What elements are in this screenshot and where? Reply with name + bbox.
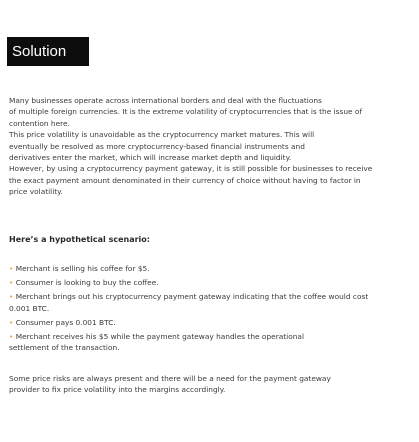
intro-line: of multiple foreign currencies. It is the extreme volatility of cryptocurrencies that is the issue of (9, 107, 363, 117)
closing-line: provider to fix price volatility into the margins accordingly. (9, 385, 226, 395)
intro-paragraph (9, 95, 413, 198)
intro-line: contention here. (9, 118, 70, 128)
list-item-text: Merchant receives his $5 while the payment gateway handles the operational (15, 331, 304, 341)
closing-paragraph (9, 373, 413, 396)
section-heading: Solution (7, 37, 89, 66)
bullet-icon: • (9, 277, 14, 287)
list-item-text-continued: settlement of the transaction. (9, 343, 120, 353)
intro-line: This price volatility is unavoidable as the cryptocurrency market matures. This will (9, 130, 315, 140)
list-item (9, 277, 413, 289)
list-item-text: Consumer is looking to buy the coffee. (15, 277, 159, 287)
bullet-icon: • (9, 317, 14, 327)
bullet-icon: • (9, 331, 14, 341)
intro-line: eventually be resolved as more cryptocurrency-based financial instruments and (9, 141, 305, 151)
intro-line: price volatility. (9, 187, 63, 197)
list-item (9, 263, 413, 275)
intro-line: the exact payment amount denominated in their currency of choice without having to factor in (9, 175, 361, 185)
list-item-text: Consumer pays 0.001 BTC. (15, 317, 116, 327)
list-item-text-continued: 0.001 BTC. (9, 303, 50, 313)
list-item (9, 317, 413, 329)
intro-line: Many businesses operate across international borders and deal with the fluctuations (9, 96, 322, 105)
list-item-text: Merchant is selling his coffee for $5. (15, 264, 150, 273)
intro-line: derivatives enter the market, which will increase market depth and liquidity. (9, 153, 292, 163)
bullet-icon: • (9, 264, 14, 273)
list-item (9, 331, 413, 354)
list-item (9, 291, 413, 314)
scenario-heading: Here’s a hypothetical scenario: (9, 235, 150, 244)
scenario-list (9, 263, 413, 356)
bullet-icon: • (9, 291, 14, 301)
closing-line: Some price risks are always present and there will be a need for the payment gateway (9, 374, 331, 383)
intro-line: However, by using a cryptocurrency payment gateway, it is still possible for businesses to receive (9, 164, 373, 174)
list-item-text: Merchant brings out his cryptocurrency payment gateway indicating that the coffee would cost (15, 291, 369, 301)
